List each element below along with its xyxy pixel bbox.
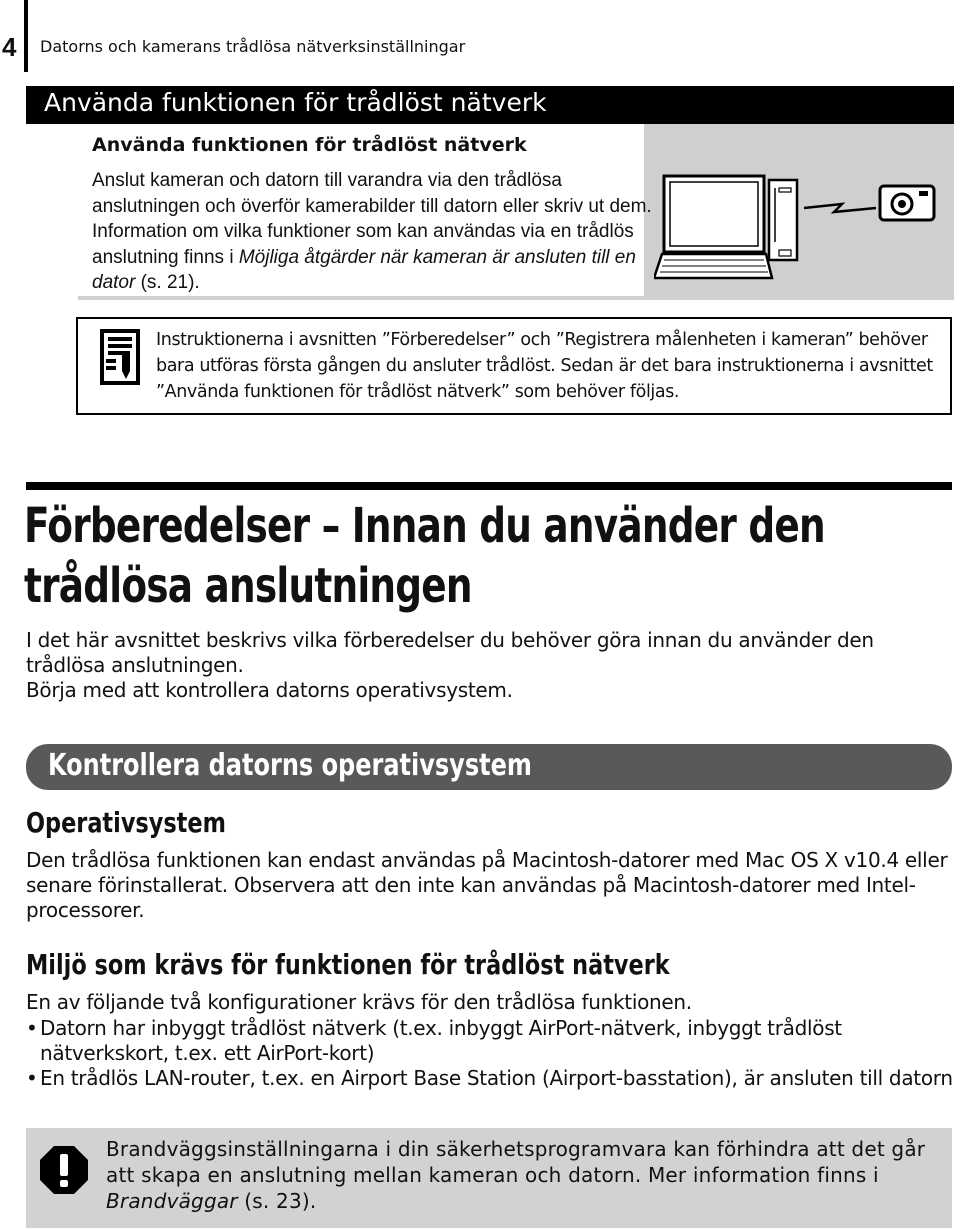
section-title-bar xyxy=(26,86,954,124)
list-item xyxy=(26,1016,956,1066)
page-number: 4 xyxy=(2,32,17,62)
env-heading: Miljö som krävs för funktionen för trådlöst nätverk xyxy=(26,948,670,981)
bullet-symbol: • xyxy=(26,1016,38,1040)
panel-text-tail: (s. 21). xyxy=(135,272,200,293)
note-pencil-icon xyxy=(100,329,140,385)
list-item xyxy=(26,1066,956,1091)
list-item-text: Datorn har inbyggt trådlöst nätverk (t.ex. inbyggt AirPort-nätverk, inbyggt trådlöst nätverkskort, t.ex. ett AirPort-kort) xyxy=(40,1016,842,1065)
panel-text-italic: Möjliga åtgärder när kameran är ansluten till en dator xyxy=(92,246,636,293)
panel-text xyxy=(92,168,652,296)
subsection-title: Kontrollera datorns operativsystem xyxy=(48,748,532,783)
warning-box xyxy=(26,1128,952,1228)
main-title: Förberedelser – Innan du använder den trådlösa anslutningen xyxy=(24,498,825,614)
intro-line-1: I det här avsnittet beskrivs vilka förberedelser du behöver göra innan du använder den trådlösa anslutningen. xyxy=(26,628,874,677)
warning-text xyxy=(106,1136,936,1214)
list-item-text: En trådlös LAN-router, t.ex. en Airport Base Station (Airport-basstation), är ansluten till datorn xyxy=(40,1066,953,1090)
intro-panel xyxy=(78,124,954,300)
running-head: Datorns och kamerans trådlösa nätverksinställningar xyxy=(40,37,466,56)
warning-text-italic: Brandväggar xyxy=(106,1189,238,1213)
warning-text-main: Brandväggsinställningarna i din säkerhetsprogramvara kan förhindra att det går att skapa en anslutning mellan kameran och datorn. Mer information finns i xyxy=(106,1137,926,1187)
section-title: Använda funktionen för trådlöst nätverk xyxy=(44,88,547,117)
intro-text xyxy=(26,628,956,703)
note-box xyxy=(76,317,952,415)
panel-heading: Använda funktionen för trådlöst nätverk xyxy=(92,134,527,156)
header-rule xyxy=(24,0,28,72)
computer-camera-wireless-illustration xyxy=(654,170,944,288)
bullet-symbol: • xyxy=(26,1066,38,1090)
subsection-title-bar xyxy=(26,744,952,790)
os-heading: Operativsystem xyxy=(26,806,226,839)
os-text: Den trådlösa funktionen kan endast användas på Macintosh-datorer med Mac OS X v10.4 eller senare förinstallerat. Observera att den inte kan användas på Macintosh-datorer med Intel-processorer. xyxy=(26,848,948,922)
warning-text-tail: (s. 23). xyxy=(237,1189,317,1213)
title-rule xyxy=(26,482,952,490)
panel-text-main: Anslut kameran och datorn till varandra via den trådlösa anslutningen och överför kamerabilder till datorn eller skriv ut dem. Information om vilka funktioner som kan användas via en trådlös anslutning finns i xyxy=(92,170,652,268)
note-text: Instruktionerna i avsnitten ”Förberedelser” och ”Registrera målenheten i kameran” behöver bara utföras första gången du ansluter trådlöst. Sedan är det bara instruktionerna i avsnittet ”Använda funktionen för trådlöst nätverk” som behöver följas. xyxy=(156,330,933,402)
env-intro: En av följande två konfigurationer krävs för den trådlösa funktionen. xyxy=(26,990,692,1014)
intro-line-2: Börja med att kontrollera datorns operativsystem. xyxy=(26,678,513,702)
exclamation-icon xyxy=(40,1146,88,1194)
